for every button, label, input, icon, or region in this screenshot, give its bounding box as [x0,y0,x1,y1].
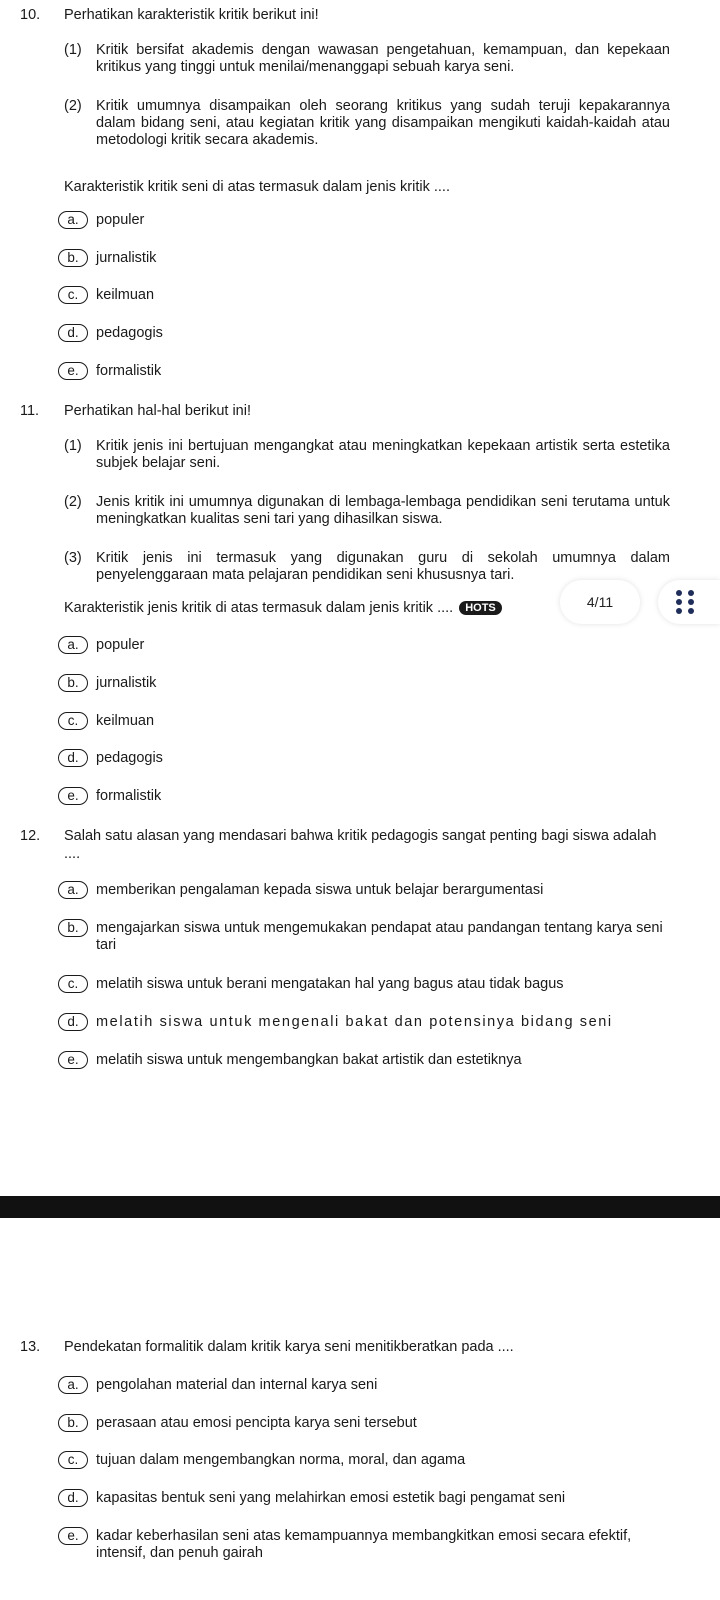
option-c[interactable] [58,976,668,993]
statement-number: (3) [64,550,82,566]
option-text: kadar keberhasilan seni atas kemampuannya membangkitkan emosi secara efektif, intensif, dan penuh gairah [96,1528,632,1561]
option-e[interactable] [58,363,668,380]
option-letter: d. [58,1489,88,1507]
question-number: 11. [20,403,40,419]
statement-text: Kritik umumnya disampaikan oleh seorang kritikus yang sudah teruji kepakarannya dalam bidang seni, atau kegiatan kritik yang disampaikan mengikuti kaidah-kaidah atau metodologi kritik secara akademis. [96,98,670,148]
option-letter: b. [58,1414,88,1432]
statement-number: (2) [64,494,82,510]
option-text: melatih siswa untuk mengenali bakat dan potensinya bidang seni [96,1014,613,1030]
statement-2 [64,98,670,149]
option-text: jurnalistik [96,250,157,266]
option-d[interactable] [58,1490,668,1507]
option-text: keilmuan [96,287,155,303]
question-number: 12. [20,828,41,844]
option-b[interactable] [58,1415,668,1432]
statement-3 [64,550,670,584]
statement-1 [64,438,670,472]
option-c[interactable] [58,287,668,304]
option-text: tujuan dalam mengembangkan norma, moral, dan agama [96,1452,466,1468]
statement-number: (2) [64,98,82,114]
option-letter: b. [58,249,88,267]
option-letter: c. [58,286,88,304]
option-letter: d. [58,749,88,767]
hots-badge: HOTS [459,601,502,615]
question-text-content: Karakteristik jenis kritik di atas termasuk dalam jenis kritik .... [64,600,454,616]
option-text: formalistik [96,788,162,804]
option-letter: d. [58,324,88,342]
statement-1 [64,42,670,76]
option-d[interactable] [58,750,668,767]
option-text: pengolahan material dan internal karya seni [96,1377,378,1393]
option-text: populer [96,637,145,653]
option-text: melatih siswa untuk berani mengatakan hal yang bagus atau tidak bagus [96,976,564,992]
question-prompt: Salah satu alasan yang mendasari bahwa kritik pedagogis sangat penting bagi siswa adalah .... [64,828,657,862]
option-letter: a. [58,1376,88,1394]
option-b[interactable] [58,920,668,954]
question-prompt: Perhatikan hal-hal berikut ini! [64,403,251,419]
statement-text: Kritik jenis ini bertujuan mengangkat atau meningkatkan kepekaan artistik serta estetika subjek belajar seni. [96,438,670,471]
option-text: pedagogis [96,750,163,766]
option-text: pedagogis [96,325,163,341]
option-letter: a. [58,881,88,899]
option-text: kapasitas bentuk seni yang melahirkan emosi estetik bagi pengamat seni [96,1490,566,1506]
option-letter: a. [58,211,88,229]
option-b[interactable] [58,675,668,692]
option-text: populer [96,212,145,228]
option-text: formalistik [96,363,162,379]
question-number: 13. [20,1339,41,1355]
option-a[interactable] [58,882,668,899]
question-prompt: Perhatikan karakteristik kritik berikut ini! [64,7,319,23]
question-text [64,599,564,617]
question-prompt: Pendekatan formalitik dalam kritik karya seni menitikberatkan pada .... [64,1339,514,1355]
option-c[interactable] [58,1452,668,1469]
page-grid-button[interactable] [658,580,720,624]
option-text: perasaan atau emosi pencipta karya seni tersebut [96,1415,417,1431]
statement-number: (1) [64,42,82,58]
option-letter: b. [58,919,88,937]
option-text: jurnalistik [96,675,157,691]
statement-number: (1) [64,438,82,454]
option-letter: c. [58,975,88,993]
option-e[interactable] [58,1052,668,1069]
option-e[interactable] [58,1528,668,1562]
option-d[interactable] [58,1014,668,1031]
option-text: memberikan pengalaman kepada siswa untuk belajar berargumentasi [96,882,544,898]
option-letter: c. [58,712,88,730]
option-letter: a. [58,636,88,654]
statement-text: Kritik jenis ini termasuk yang digunakan guru di sekolah umumnya dalam penyelenggaraan mata pelajaran pendidikan seni khususnya tari. [96,550,670,583]
option-letter: e. [58,362,88,380]
option-a[interactable] [58,1377,668,1394]
option-d[interactable] [58,325,668,342]
option-text: mengajarkan siswa untuk mengemukakan pendapat atau pandangan tentang karya seni tari [96,920,663,953]
page-break-band [0,1196,720,1218]
option-a[interactable] [58,212,668,229]
question-text: Karakteristik kritik seni di atas termasuk dalam jenis kritik .... [64,179,450,195]
option-letter: d. [58,1013,88,1031]
option-b[interactable] [58,250,668,267]
option-a[interactable] [58,637,668,654]
option-letter: e. [58,1051,88,1069]
option-text: melatih siswa untuk mengembangkan bakat artistik dan estetiknya [96,1052,522,1068]
option-text: keilmuan [96,713,155,729]
option-c[interactable] [58,713,668,730]
option-letter: c. [58,1451,88,1469]
statement-text: Kritik bersifat akademis dengan wawasan pengetahuan, kemampuan, dan kepekaan kritikus yang tinggi untuk menilai/menanggapi sebuah karya seni. [96,42,670,75]
option-e[interactable] [58,788,668,805]
option-letter: b. [58,674,88,692]
option-letter: e. [58,1527,88,1545]
statement-text: Jenis kritik ini umumnya digunakan di lembaga-lembaga pendidikan seni terutama untuk meningkatkan kualitas seni tari yang dihasilkan siswa. [96,494,670,527]
question-number: 10. [20,7,41,23]
statement-2 [64,494,670,528]
page-counter[interactable]: 4/11 [560,580,640,624]
option-letter: e. [58,787,88,805]
